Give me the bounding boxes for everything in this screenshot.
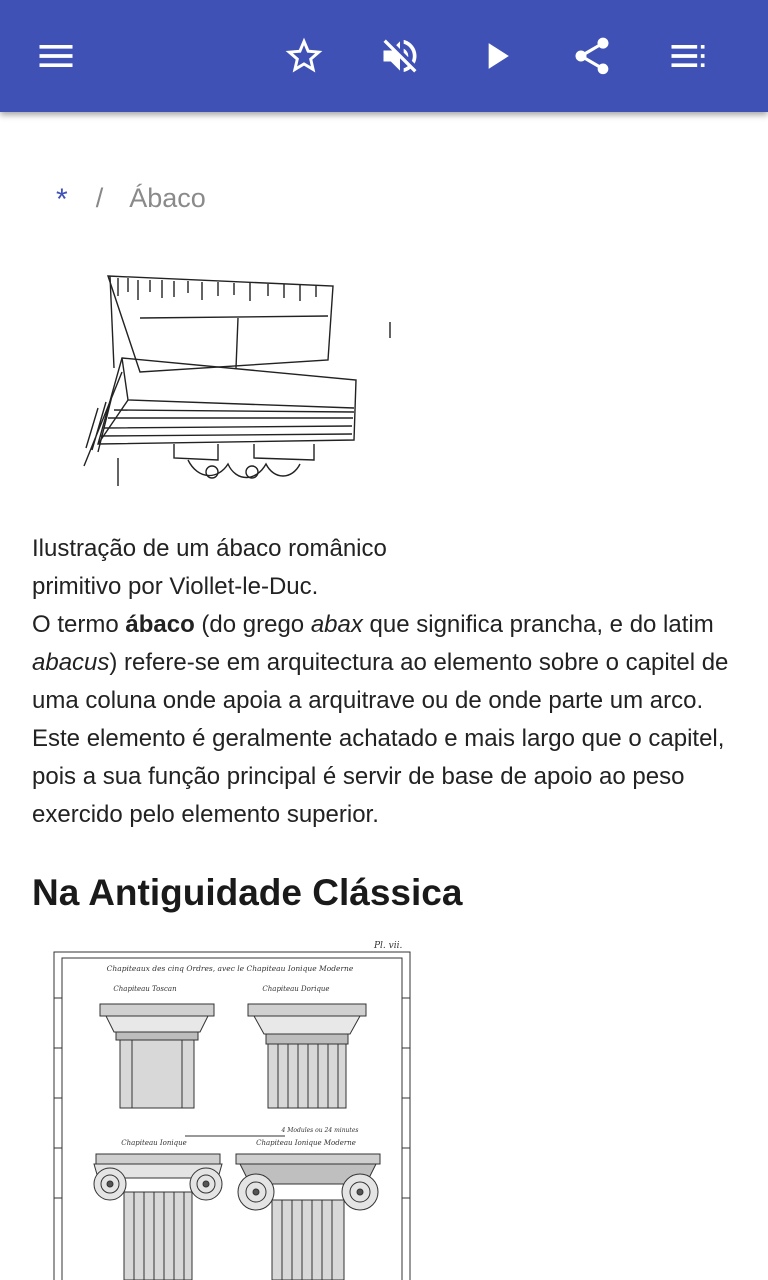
section-heading: Na Antiguidade Clássica [32, 872, 463, 913]
intro-text-4: ) refere-se em arquitectura ao elemento sobre o capitel de uma coluna onde apoia a arquitrave ou de onde parte um arco. Este elemento é geralmente achatado e mais largo que o capitel, pois a sua função principal é servir de base de apoio ao peso exercido pelo elemento superior. [32, 649, 729, 828]
label-tuscan: Chapiteau Toscan [113, 985, 177, 993]
intro-text-1: O termo [32, 611, 126, 638]
article-intro-paragraph [32, 606, 742, 834]
play-button[interactable] [464, 24, 528, 88]
plate-number: Pl. vii. [374, 941, 403, 951]
share-button[interactable] [560, 24, 624, 88]
breadcrumb-separator: / [95, 182, 104, 213]
scale-note: 4 Modules ou 24 minutes [281, 1127, 359, 1134]
favorite-button[interactable] [272, 24, 336, 88]
romanesque-abacus-illustration[interactable] [78, 268, 408, 494]
classical-capitals-plate[interactable] [50, 938, 416, 1280]
breadcrumb-current: Ábaco [129, 182, 206, 213]
intro-text-2: (do grego [194, 611, 311, 638]
app-bar [0, 0, 768, 112]
share-icon [570, 34, 614, 78]
term-abaco: ábaco [125, 611, 195, 638]
menu-icon [34, 34, 78, 78]
label-ionic: Chapiteau Ionique [121, 1139, 187, 1147]
label-doric: Chapiteau Dorique [262, 985, 330, 993]
label-modern-ionic: Chapiteau Ionique Moderne [256, 1139, 356, 1147]
breadcrumb-home-link[interactable]: * [56, 183, 68, 216]
plate-header: Chapiteaux des cinq Ordres, avec le Chapiteau Ionique Moderne [106, 964, 354, 973]
breadcrumb [56, 178, 206, 218]
play-icon [474, 34, 518, 78]
figure1-caption: Ilustração de um ábaco românico primitivo por Viollet-le-Duc. [32, 535, 387, 600]
intro-text-3: que significa prancha, e do latim [362, 611, 714, 638]
playlist-icon [666, 34, 710, 78]
star-outline-icon [282, 34, 326, 78]
menu-button[interactable] [24, 24, 88, 88]
mute-button[interactable] [368, 24, 432, 88]
term-greek: abax [310, 611, 363, 638]
term-latin: abacus [32, 649, 110, 676]
contents-button[interactable] [656, 24, 720, 88]
volume-off-icon [378, 34, 422, 78]
